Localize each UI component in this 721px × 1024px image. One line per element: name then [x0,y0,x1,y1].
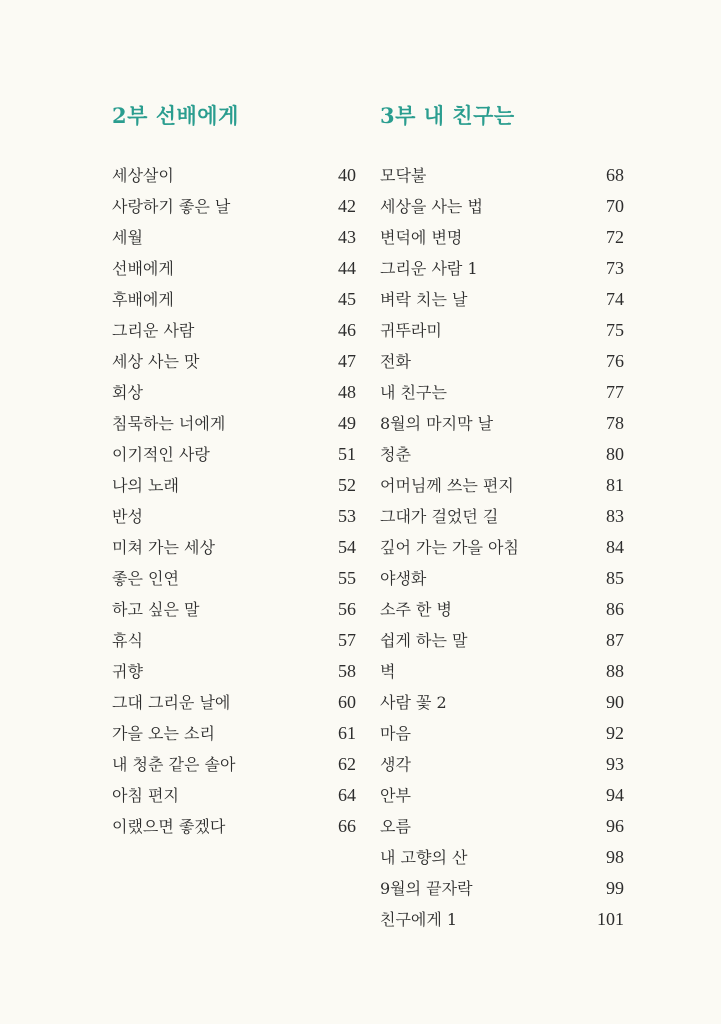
entry-title: 8월의 마지막 날 [380,414,494,433]
entry-title: 하고 싶은 말 [112,600,200,619]
page-number: 93 [606,754,624,774]
entry-title: 어머님께 쓰는 편지 [380,476,514,495]
entry-title: 사람 꽃 2 [380,693,447,712]
page-number: 75 [606,320,624,340]
entry-title: 그대가 걸었던 길 [380,507,499,526]
toc-entry [380,563,624,594]
page-number: 83 [606,506,624,526]
page-number: 47 [338,351,356,371]
page-number: 88 [606,661,624,681]
toc-entry [112,191,356,222]
page-number: 94 [606,785,624,805]
toc-entry [380,594,624,625]
toc-entry [112,811,356,842]
page-number: 73 [606,258,624,278]
toc-entry [112,501,356,532]
entry-title: 야생화 [380,569,427,588]
toc-entry [380,439,624,470]
entry-title: 귀뚜라미 [380,321,442,340]
page-number: 48 [338,382,356,402]
toc-entry [112,718,356,749]
section-title: 2부 선배에게 [112,103,239,128]
page-number: 61 [338,723,356,743]
toc-entry [380,780,624,811]
page-number: 92 [606,723,624,743]
toc-list [380,160,624,935]
page-number: 40 [338,165,356,185]
toc-entry [380,873,624,904]
entry-title: 침묵하는 너에게 [112,414,226,433]
toc-entry [112,315,356,346]
toc-entry [380,501,624,532]
entry-title: 쉽게 하는 말 [380,631,468,650]
toc-entry [380,191,624,222]
page-number: 52 [338,475,356,495]
page-number: 70 [606,196,624,216]
toc-entry [112,625,356,656]
entry-title: 내 청춘 같은 솔아 [112,755,236,774]
entry-title: 세상살이 [112,166,174,185]
page-number: 80 [606,444,624,464]
page-number: 56 [338,599,356,619]
entry-title: 친구에게 1 [380,910,458,929]
entry-title: 전화 [380,352,411,371]
toc-entry [380,625,624,656]
entry-title: 청춘 [380,445,411,464]
entry-title: 사랑하기 좋은 날 [112,197,231,216]
toc-entry [380,532,624,563]
page-number: 66 [338,816,356,836]
page-number: 55 [338,568,356,588]
entry-title: 귀향 [112,662,143,681]
page-number: 101 [597,909,624,929]
entry-title: 회상 [112,383,143,402]
entry-title: 생각 [380,755,411,774]
entry-title: 후배에게 [112,290,174,309]
page-number: 58 [338,661,356,681]
entry-title: 아침 편지 [112,786,179,805]
page-number: 74 [606,289,624,309]
page-number: 81 [606,475,624,495]
toc-entry [380,408,624,439]
entry-title: 안부 [380,786,411,805]
entry-title: 변덕에 변명 [380,228,463,247]
entry-title: 마음 [380,724,411,743]
toc-entry [112,532,356,563]
toc-column-part-2 [112,98,356,836]
entry-title: 반성 [112,507,143,526]
toc-column-part-3 [380,98,624,929]
entry-title: 좋은 인연 [112,569,179,588]
toc-entry [112,377,356,408]
toc-entry [112,470,356,501]
entry-title: 모닥불 [380,166,427,185]
toc-entry [380,377,624,408]
entry-title: 그리운 사람 [112,321,195,340]
page-number: 84 [606,537,624,557]
toc-entry [112,284,356,315]
toc-entry [112,439,356,470]
toc-entry [112,780,356,811]
toc-entry [112,749,356,780]
entry-title: 미쳐 가는 세상 [112,538,215,557]
entry-title: 세상 사는 맛 [112,352,200,371]
page-number: 78 [606,413,624,433]
page-number: 62 [338,754,356,774]
toc-entry [380,656,624,687]
page-number: 68 [606,165,624,185]
toc-entry [380,718,624,749]
page-number: 72 [606,227,624,247]
page-number: 53 [338,506,356,526]
toc-entry [112,346,356,377]
page-number: 57 [338,630,356,650]
toc-entry [112,687,356,718]
page-number: 46 [338,320,356,340]
page-number: 86 [606,599,624,619]
entry-title: 선배에게 [112,259,174,278]
page-number: 77 [606,382,624,402]
entry-title: 이랬으면 좋겠다 [112,817,226,836]
page-number: 98 [606,847,624,867]
entry-title: 이기적인 사랑 [112,445,210,464]
entry-title: 나의 노래 [112,476,179,495]
page-number: 87 [606,630,624,650]
toc-entry [380,811,624,842]
page-number: 90 [606,692,624,712]
page-number: 45 [338,289,356,309]
page-number: 44 [338,258,356,278]
page-number: 99 [606,878,624,898]
entry-title: 벽 [380,662,396,681]
entry-title: 9월의 끝자락 [380,879,473,898]
toc-entry [380,284,624,315]
section-title: 3부 내 친구는 [380,103,515,128]
entry-title: 오름 [380,817,411,836]
toc-entry [380,222,624,253]
entry-title: 가을 오는 소리 [112,724,215,743]
toc-entry [380,749,624,780]
toc-entry [380,842,624,873]
page-number: 49 [338,413,356,433]
entry-title: 벼락 치는 날 [380,290,468,309]
toc-entry [112,594,356,625]
toc-entry [380,687,624,718]
entry-title: 세월 [112,228,143,247]
page-number: 43 [338,227,356,247]
toc-entry [112,408,356,439]
entry-title: 세상을 사는 법 [380,197,483,216]
entry-title: 휴식 [112,631,143,650]
page-number: 96 [606,816,624,836]
entry-title: 내 고향의 산 [380,848,468,867]
page-number: 54 [338,537,356,557]
toc-entry [112,222,356,253]
entry-title: 그대 그리운 날에 [112,693,231,712]
page-number: 51 [338,444,356,464]
page-number: 42 [338,196,356,216]
toc-entry [112,563,356,594]
toc-list [112,160,356,842]
toc-entry [380,470,624,501]
toc-entry [380,346,624,377]
toc-entry [380,253,624,284]
toc-entry [112,253,356,284]
page-number: 64 [338,785,356,805]
toc-entry [380,315,624,346]
page-number: 76 [606,351,624,371]
toc-entry [380,160,624,191]
entry-title: 깊어 가는 가을 아침 [380,538,519,557]
entry-title: 내 친구는 [380,383,447,402]
entry-title: 그리운 사람 1 [380,259,478,278]
page-number: 85 [606,568,624,588]
toc-entry [380,904,624,935]
toc-entry [112,656,356,687]
page-number: 60 [338,692,356,712]
toc-entry [112,160,356,191]
entry-title: 소주 한 병 [380,600,452,619]
